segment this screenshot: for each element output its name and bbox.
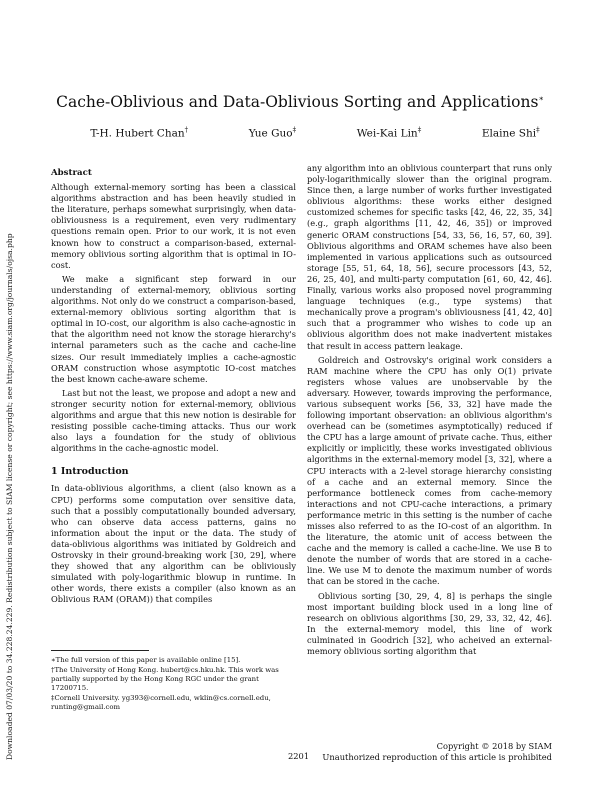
page-number: 2201 xyxy=(288,751,310,761)
author: Elaine Shi‡ xyxy=(481,126,540,140)
body-paragraph: Goldreich and Ostrovsky's original work considers a RAM machine where the CPU has only O(1) private registers whose values are unobservable by the adversary. However, towards improving the performance, various subsequent works [56, 33, 32] have made the following important observation: an oblivious algorithm's overhead can be (sometimes asymptotically) reduced if the CPU has a large amount of private cache. Thus, either explicitly or implicitly, these works investigated oblivious algorithms in the external-memory model [3, 32], where a CPU interacts with a 2-level storage hierarchy consisting of a cache and an external memory. Since the performance bottleneck comes from cache-memory interactions and not CPU-cache interactions, a primary performance metric in this setting is the number of cache misses also referred to as the IO-cost of an algorithm. In the literature, the atomic unit of access between the cache and the memory is called a cache-line. We use B to denote the number of words that are stored in a cache-line. We use M to denote the maximum number of words that can be stored in the cache. xyxy=(307,354,552,587)
footnote: †The University of Hong Kong. hubert@cs.hku.hk. This work was partially supported by the Hong Kong RGC under the grant 17200715. xyxy=(51,665,279,692)
author: Wei-Kai Lin‡ xyxy=(356,126,422,140)
body-paragraph: any algorithm into an oblivious counterpart that runs only poly-logarithmically slower than the original program. Since then, a large number of works further investigated oblivious algorithms: these works either designed customized schemes for specific tasks [42, 46, 22, 35, 34] (e.g., graph algorithms [11, 42, 46, 35]) or improved generic ORAM constructions [54, 33, 56, 16, 57, 60, 39]. Oblivious algorithms and ORAM schemes have also been implemented in various applications such as outsourced storage [55, 51, 64, 18, 56], secure processors [43, 52, 26, 25, 40], and multi-party computation [61, 60, 42, 46]. Finally, various works also proposed novel programming language techniques (e.g., type systems) that mechanically prove a program's obliviousness [41, 42, 40] such that a programmer who wishes to code up an oblivious algorithm does not make inadvertent mistakes that result in access pattern leakage. xyxy=(307,163,552,351)
body-paragraph: Oblivious sorting [30, 29, 4, 8] is perhaps the single most important building block used in a long line of research on oblivious algorithms [30, 29, 33, 32, 42, 46]. In the external-memory model, this line of work culminated in Goodrich [32], who acheived an external-memory oblivious sorting algorithm that xyxy=(307,590,552,657)
right-column xyxy=(307,163,552,660)
body-paragraph: In data-oblivious algorithms, a client (also known as a CPU) performs some computation over sensitive data, such that a possibly computationally bounded adversary, who can observe data access patterns, gains no information about the input or the data. The study of data-oblivious algorithms was initiated by Goldreich and Ostrovsky in their ground-breaking work [30, 29], where they showed that any algorithm can be obliviously simulated with poly-logarithmic blowup in runtime. In other words, there exists a compiler (also known as an Oblivious RAM (ORAM)) that compiles xyxy=(51,483,296,605)
copyright-line: Copyright © 2018 by SIAM xyxy=(436,741,552,751)
abstract-paragraph: Last but not the least, we propose and adopt a new and stronger security notion for external-memory, oblivious algorithms and argue that this new notion is desirable for resisting possible cache-timing attacks. Thus our work also lays a foundation for the study of oblivious algorithms in the cache-agnostic model. xyxy=(51,387,296,454)
footnotes xyxy=(51,650,296,712)
author: Yue Guo‡ xyxy=(248,126,297,140)
author-list xyxy=(60,126,570,140)
abstract-heading: Abstract xyxy=(51,168,92,178)
copyright-block xyxy=(322,741,552,762)
paper-title: Cache-Oblivious and Data-Oblivious Sorting and Applications∗ xyxy=(56,93,544,111)
footnote-rule xyxy=(51,650,149,651)
left-column xyxy=(51,168,296,608)
abstract-paragraph: We make a significant step forward in our understanding of external-memory, oblivious sorting algorithms. Not only do we construct a comparison-based, external-memory oblivious sorting algorithm that is optimal in IO-cost, our algorithm is also cache-agnostic in that the algorithm need not know the storage hierarchy's internal parameters such as the cache and cache-line sizes. Our result immediately implies a cache-agnostic ORAM construction whose asymptotic IO-cost matches the best known cache-aware scheme. xyxy=(51,273,296,384)
author: T-H. Hubert Chan† xyxy=(90,126,189,140)
footnote: ‡Cornell University. yg393@cornell.edu, wklin@cs.cornell.edu, runting@gmail.com xyxy=(51,693,271,711)
section-heading-introduction: 1 Introduction xyxy=(51,466,129,478)
footnote: ∗The full version of this paper is available online [15]. xyxy=(51,656,241,664)
download-notice: Downloaded 07/03/20 to 34.228.24.229. Redistribution subject to SIAM license or copyright; see https://www.siam.org/journals/ojsa.php xyxy=(5,233,14,760)
abstract-paragraph: Although external-memory sorting has been a classical algorithms abstraction and has been heavily studied in the literature, perhaps somewhat surprisingly, when data-obliviousness is a requirement, even very rudimentary questions remain open. Prior to our work, it is not even known how to construct a comparison-based, external-memory oblivious sorting algorithm that is optimal in IO-cost. xyxy=(51,182,296,270)
copyright-notice: Unauthorized reproduction of this article is prohibited xyxy=(322,751,552,762)
